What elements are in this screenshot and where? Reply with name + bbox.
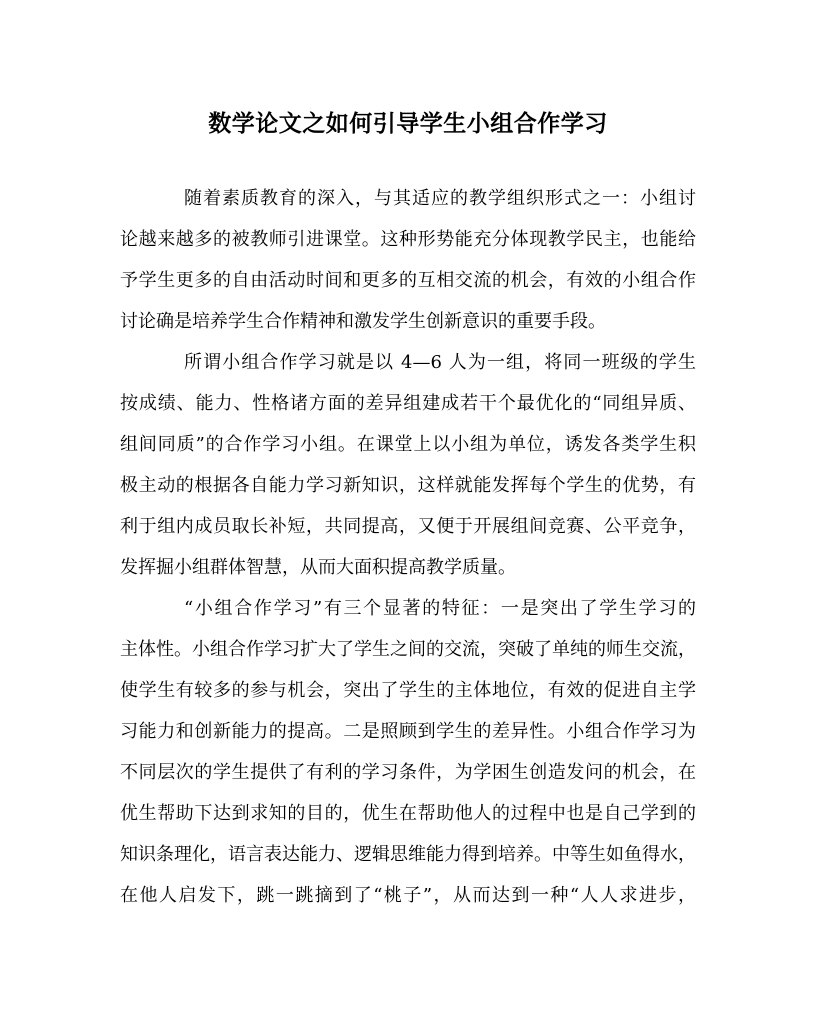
text-line: “小组合作学习”有三个显著的特征：一是突出了学生学习的 xyxy=(184,598,696,619)
text-line: 予学生更多的自由活动时间和更多的互相交流的机会，有效的小组合作 xyxy=(120,270,696,291)
text-line: 极主动的根据各自能力学习新知识，这样就能发挥每个学生的优势，有 xyxy=(120,475,696,496)
text-line: 不同层次的学生提供了有利的学习条件，为学困生创造发问的机会，在 xyxy=(120,762,696,783)
text-line: 主体性。小组合作学习扩大了学生之间的交流，突破了单纯的师生交流， xyxy=(120,639,696,660)
text-line: 利于组内成员取长补短，共同提高，又便于开展组间竞赛、公平竞争， xyxy=(120,516,696,537)
text-line: 优生帮助下达到求知的目的，优生在帮助他人的过程中也是自己学到的 xyxy=(120,803,696,824)
text-line: 按成绩、能力、性格诸方面的差异组建成若干个最优化的“同组异质、 xyxy=(120,393,696,414)
text-line: 讨论确是培养学生合作精神和激发学生创新意识的重要手段。 xyxy=(120,311,606,332)
text-line: 组间同质”的合作学习小组。在课堂上以小组为单位，诱发各类学生积 xyxy=(120,434,696,455)
text-line: 习能力和创新能力的提高。二是照顾到学生的差异性。小组合作学习为 xyxy=(120,721,696,742)
text-line: 所谓小组合作学习就是以 4—6 人为一组，将同一班级的学生 xyxy=(184,352,696,373)
paragraph-3 xyxy=(120,588,696,916)
text-line: 发挥掘小组群体智慧，从而大面积提高教学质量。 xyxy=(120,557,516,578)
paragraph-1 xyxy=(120,178,696,342)
text-line: 论越来越多的被教师引进课堂。这种形势能充分体现教学民主，也能给 xyxy=(120,229,696,250)
document-body xyxy=(120,178,696,916)
text-line: 在他人启发下，跳一跳摘到了“桃子”，从而达到一种“人人求进步， xyxy=(120,885,696,906)
text-line: 使学生有较多的参与机会，突出了学生的主体地位，有效的促进自主学 xyxy=(120,680,696,701)
paragraph-2 xyxy=(120,342,696,588)
text-line: 知识条理化，语言表达能力、逻辑思维能力得到培养。中等生如鱼得水， xyxy=(120,844,696,865)
document-title: 数学论文之如何引导学生小组合作学习 xyxy=(208,110,608,137)
text-line: 随着素质教育的深入，与其适应的教学组织形式之一：小组讨 xyxy=(184,188,696,209)
